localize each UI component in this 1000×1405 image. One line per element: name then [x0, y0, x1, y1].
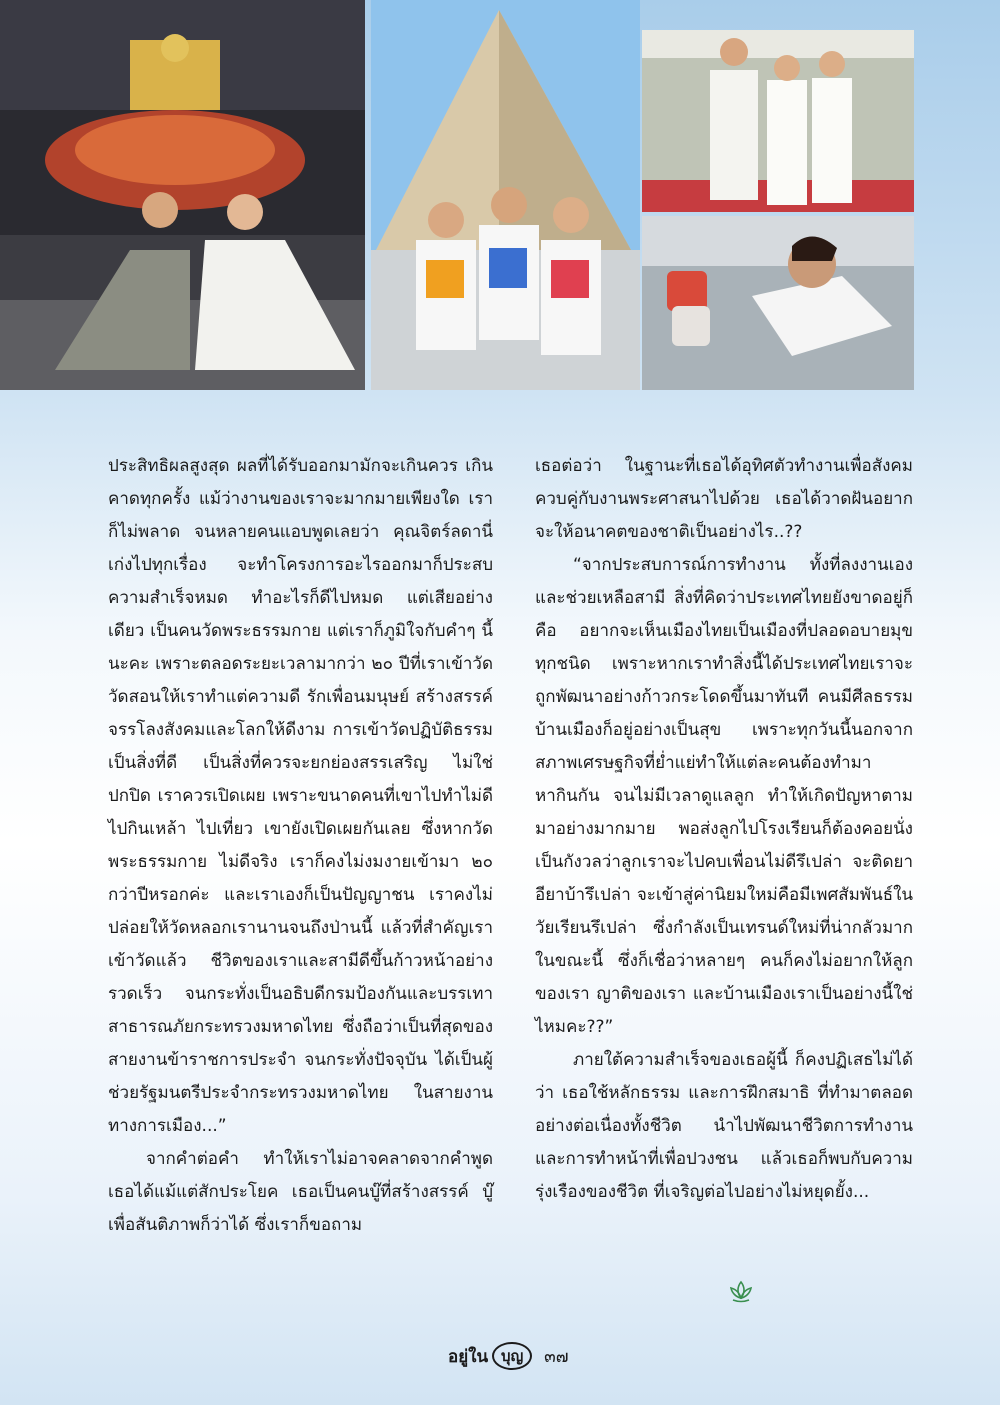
photo-pyramid-group	[371, 0, 640, 390]
page-number: ๓๗	[544, 1346, 569, 1367]
photo-temple-buddha	[0, 0, 365, 390]
paragraph: จากคำต่อคำ ทำให้เราไม่อาจคลาดจากคำพูดเธอได้แม้แต่สักประโยค เธอเป็นคนบู๊ที่สร้างสรรค์ บู๊เพื่อสันติภาพก็ว่าได้ ซึ่งเราก็ขอถาม	[108, 1149, 493, 1235]
paragraph: ภายใต้ความสำเร็จของเธอผู้นี้ ก็คงปฏิเสธไม่ได้ว่า เธอใช้หลักธรรม และการฝึกสมาธิ ที่ทำมาตลอดอย่างต่อเนื่องทั้งชีวิต นำไปพัฒนาชีวิตการทำงาน และการทำหน้าที่เพื่อปวงชน แล้วเธอก็พบกับความรุ่งเรืองของชีวิต ที่เจริญต่อไปอย่างไม่หยุดยั้ง...	[535, 1050, 913, 1202]
paragraph: ประสิทธิผลสูงสุด ผลที่ได้รับออกมามักจะเกินควร เกินคาดทุกครั้ง แม้ว่างานของเราจะมากมายเพียงใด เราก็ไม่พลาด จนหลายคนแอบพูดเลยว่า คุณจิตร์ลดานี่เก่งไปทุกเรื่อง จะทำโครงการอะไรออกมาก็ประสบความสำเร็จหมด ทำอะไรก็ดีไปหมด แต่เสียอย่างเดียว เป็นคนวัดพระธรรมกาย แต่เราก็ภูมิใจกับคำๆ นี้นะคะ เพราะตลอดระยะเวลามากว่า ๒๐ ปีที่เราเข้าวัด วัดสอนให้เราทำแต่ความดี รักเพื่อนมนุษย์ สร้างสรรค์ จรรโลงสังคมและโลกให้ดีงาม การเข้าวัดปฏิบัติธรรมเป็นสิ่งที่ดี เป็นสิ่งที่ควรจะยกย่องสรรเสริญ ไม่ใช่ปกปิด เราควรเปิดเผย เพราะขนาดคนที่เขาไปทำไม่ดี ไปกินเหล้า ไปเที่ยว เขายังเปิดเผยกันเลย ซึ่งหากวัดพระธรรมกาย ไม่ดีจริง เราก็คงไม่งมงายเข้ามา ๒๐ กว่าปีหรอกค่ะ และเราเองก็เป็นปัญญาชน เราคงไม่ปล่อยให้วัดหลอกเรานานจนถึงป่านนี้ แล้วที่สำคัญเราเข้าวัดแล้ว ชีวิตของเราและสามีดีขึ้นก้าวหน้าอย่างรวดเร็ว จนกระทั่งเป็นอธิบดีกรมป้องกันและบรรเทาสาธารณภัยกระทรวงมหาดไทย ซึ่งถือว่าเป็นที่สุดของสายงานข้าราชการประจำ จนกระทั่งปัจจุบัน ได้เป็นผู้ช่วยรัฐมนตรีประจำกระทรวงมหาดไทย ในสายงานทางการเมือง...”	[108, 456, 493, 1136]
magazine-logo-text: อยู่ใน	[448, 1346, 489, 1367]
photo-icon	[371, 0, 640, 390]
text-column-right	[535, 450, 913, 1209]
paragraph: เธอต่อว่า ในฐานะที่เธอได้อุทิศตัวทำงานเพื่อสังคมควบคู่กับงานพระศาสนาไปด้วย เธอได้วาดฝันอยากจะให้อนาคตของชาติเป็นอย่างไร..??	[535, 456, 913, 542]
photo-icon	[642, 30, 914, 212]
page-footer	[448, 1338, 569, 1374]
magazine-logo-ring: บุญ	[492, 1342, 532, 1370]
photo-ceremony-group	[642, 30, 914, 212]
photo-cleaning	[642, 216, 914, 390]
paragraph: “จากประสบการณ์การทำงาน ทั้งที่ลงงานเองและช่วยเหลือสามี สิ่งที่คิดว่าประเทศไทยยังขาดอยู่ก็คือ อยากจะเห็นเมืองไทยเป็นเมืองที่ปลอดอบายมุขทุกชนิด เพราะหากเราทำสิ่งนี้ได้ประเทศไทยเราจะถูกพัฒนาอย่างก้าวกระโดดขึ้นมาทันที คนมีศีลธรรม บ้านเมืองก็อยู่อย่างเป็นสุข เพราะทุกวันนี้นอกจากสภาพเศรษฐกิจที่ย่ำแย่ทำให้แต่ละคนต้องทำมาหากินกัน จนไม่มีเวลาดูแลลูก ทำให้เกิดปัญหาตามมาอย่างมากมาย พอส่งลูกไปโรงเรียนก็ต้องคอยนั่งเป็นกังวลว่าลูกเราจะไปคบเพื่อนไม่ดีรึเปล่า จะติดยาอียาบ้ารึเปล่า จะเข้าสู่ค่านิยมใหม่คือมีเพศสัมพันธ์ในวัยเรียนรึเปล่า ซึ่งกำลังเป็นเทรนด์ใหม่ที่น่ากลัวมากในขณะนี้ ซึ่งก็เชื่อว่าหลายๆ คนก็คงไม่อยากให้ลูกของเรา ญาติของเรา และบ้านเมืองเราเป็นอย่างนี้ใช่ไหมคะ??”	[535, 555, 913, 1037]
text-column-left	[108, 450, 493, 1242]
photo-icon	[642, 216, 914, 390]
lotus-icon	[728, 1278, 754, 1304]
photo-icon	[0, 0, 365, 390]
